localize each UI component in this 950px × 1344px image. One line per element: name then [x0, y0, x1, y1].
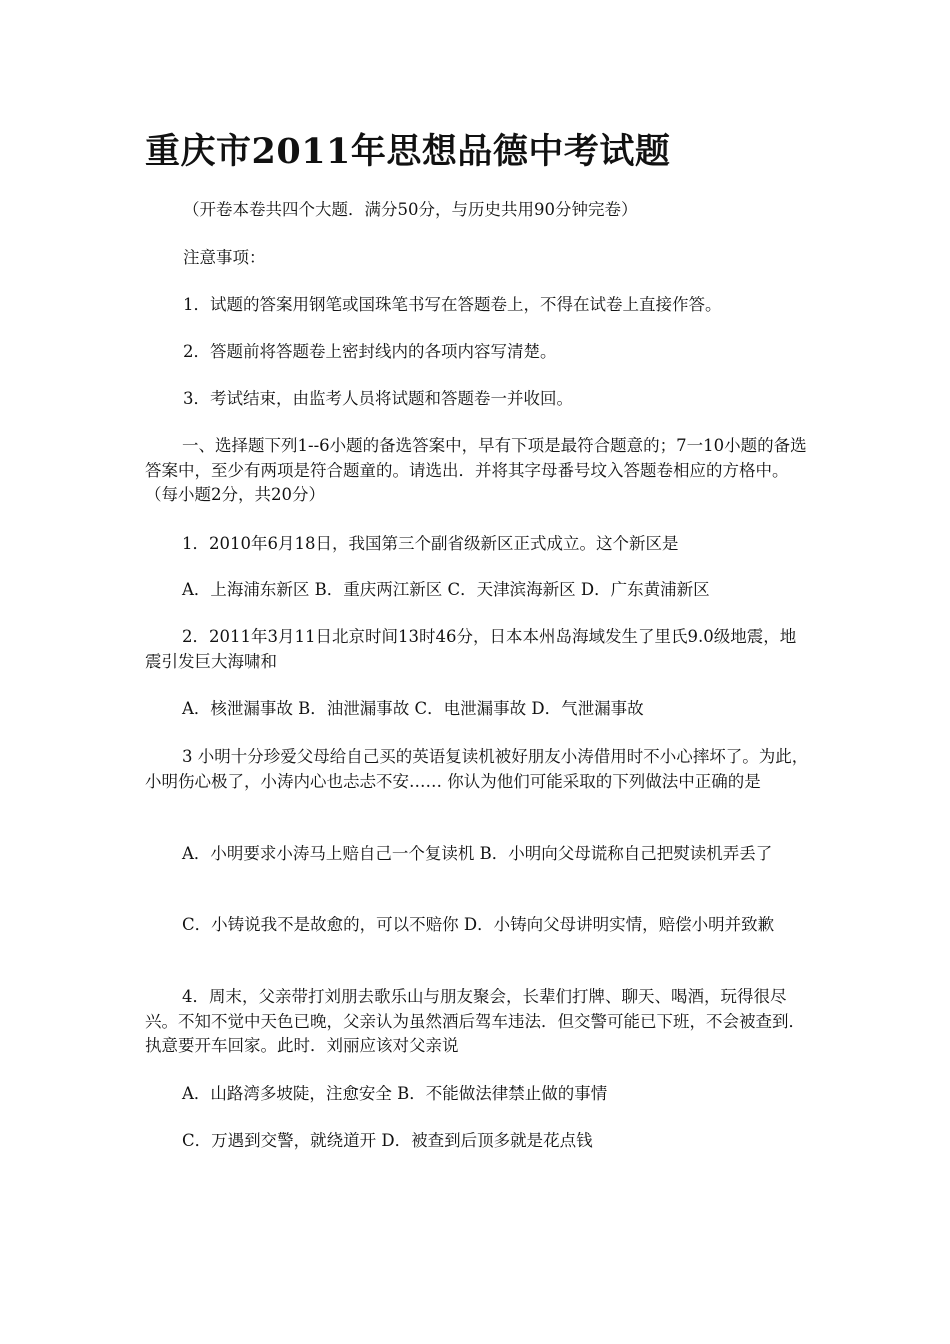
question-4-options-cd: C．万遇到交警，就绕道开 D．被查到后顶多就是花点钱	[182, 1131, 593, 1150]
exam-subtitle: （开卷本卷共四个大题．满分50分，与历史共用90分钟完卷）	[183, 200, 638, 219]
note-item: 3．考试结束，由监考人员将试题和答题卷一并收回。	[183, 389, 573, 408]
question-4-options-ab: A．山路湾多坡陡，注愈安全 B．不能做法律禁止做的事情	[182, 1084, 608, 1103]
question-2-options: A．核泄漏事故 B．油泄漏事故 C．电泄漏事故 D．气泄漏事故	[182, 699, 644, 718]
note-item: 2．答题前将答题卷上密封线内的各项内容写清楚。	[183, 342, 557, 361]
question-3-options-ab: A．小明要求小涛马上赔自己一个复读机 B．小明向父母谎称自己把熨读机弄丢了	[182, 844, 773, 863]
question-2-stem: 2．2011年3月11日北京时间13时46分，日本本州岛海域发生了里氏9.0级地震，地震引发巨大海啸和	[145, 627, 797, 671]
note-item: 1．试题的答案用钢笔或国珠笔书写在答题卷上，不得在试卷上直接作答。	[183, 295, 722, 314]
section1-intro: 一、选择题下列1--6小题的备选答案中，早有下项是最符合题意的；7一10小题的备选答案中，至少有两项是符合题童的。请选出．并将其字母番号坟入答题卷相应的方格中。（每小题2分，共20分）	[145, 436, 807, 504]
exam-title: 重庆市2011年思想品德中考试题	[145, 131, 671, 172]
notes-heading: 注意事项：	[183, 248, 266, 267]
question-1-stem: 1．2010年6月18日，我国第三个副省级新区正式成立。这个新区是	[182, 534, 679, 553]
question-3-options-cd: C．小铸说我不是故愈的，可以不赔你 D．小铸向父母讲明实情，赔偿小明并致歉	[182, 915, 775, 934]
question-4-stem: 4．周末，父亲带打刘朋去歌乐山与朋友聚会，长辈们打牌、聊天、喝酒，玩得很尽兴。不知不觉中天色已晚，父亲认为虽然酒后驾车违法．但交警可能已下班，不会被查到．执意要开车回家。此时．刘丽应该对父亲说	[145, 987, 805, 1055]
question-1-options: A．上海浦东新区 B．重庆两江新区 C．天津滨海新区 D．广东黄浦新区	[182, 580, 710, 599]
question-3-stem: 3 小明十分珍爱父母给自己买的英语复读机被好朋友小涛借用时不小心摔坏了。为此，小明伤心极了，小涛内心也忐忐不安…… 你认为他们可能采取的下列做法中正确的是	[145, 747, 809, 791]
